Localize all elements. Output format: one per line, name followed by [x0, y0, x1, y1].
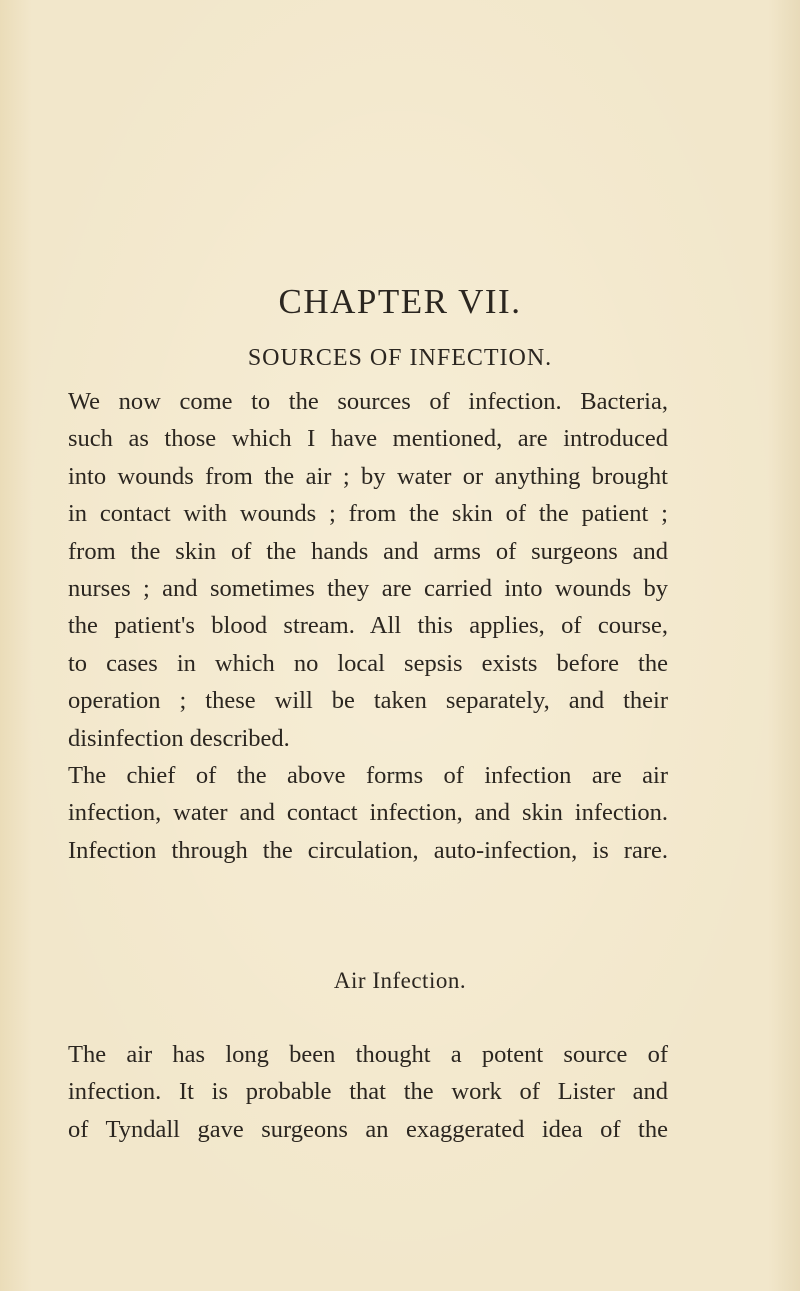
text-line: to cases in which no local sepsis exists before the [68, 649, 668, 677]
text-line: disinfection described. [68, 724, 290, 752]
text-line: The chief of the above forms of infection are air [68, 761, 668, 789]
text-line: into wounds from the air ; by water or anything brought [68, 462, 668, 490]
paragraph-1 [68, 383, 668, 757]
section-heading: Air Infection. [333, 968, 467, 993]
chapter-title: CHAPTER VII. [278, 282, 522, 321]
text-line: The air has long been thought a potent source of [68, 1041, 668, 1068]
text-line: infection. It is probable that the work of Lister and [68, 1078, 668, 1106]
text-line: Infection through the circulation, auto-infection, is rare. [68, 836, 668, 864]
chapter-subtitle: SOURCES OF INFECTION. [247, 345, 553, 371]
paragraph-2 [68, 757, 668, 869]
text-line: such as those which I have mentioned, are introduced [68, 425, 668, 453]
body-text-lower [68, 1036, 668, 1148]
text-line: in contact with wounds ; from the skin of the patient ; [68, 500, 668, 528]
text-line: operation ; these will be taken separately, and their [68, 687, 668, 715]
text-line: We now come to the sources of infection. Bacteria, [68, 388, 668, 415]
paragraph-3 [68, 1036, 668, 1148]
body-text-upper [68, 383, 668, 869]
text-line: of Tyndall gave surgeons an exaggerated idea of the [68, 1115, 668, 1143]
text-line: nurses ; and sometimes they are carried into wounds by [68, 574, 668, 602]
text-line: from the skin of the hands and arms of surgeons and [68, 537, 668, 565]
text-line: infection, water and contact infection, and skin infection. [68, 799, 668, 827]
text-line: the patient's blood stream. All this applies, of course, [68, 612, 668, 640]
